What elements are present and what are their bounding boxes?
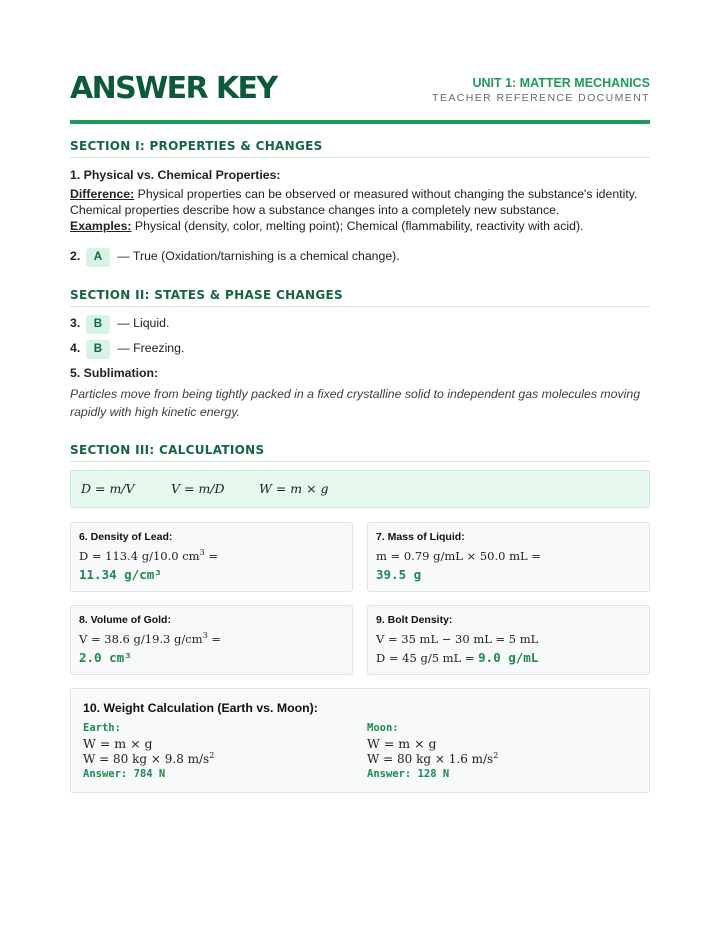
section-2-heading: SECTION II: STATES & PHASE CHANGES (70, 288, 650, 307)
q7-title: 7. Mass of Liquid: (376, 531, 465, 543)
unit-label: UNIT 1: MATTER MECHANICS (472, 76, 650, 90)
q8-exponent: 3 (202, 631, 208, 641)
moon-calc-text: W = 80 kg × 1.6 m/s (367, 752, 494, 766)
q8-card (70, 605, 353, 675)
section-1-heading: SECTION I: PROPERTIES & CHANGES (70, 139, 650, 158)
q6-equals: = (204, 549, 218, 563)
document-header (70, 72, 650, 120)
q5-title: 5. Sublimation: (70, 366, 159, 380)
q7-answer: 39.5 g (376, 567, 422, 582)
formula-bar (70, 470, 650, 508)
q1-title: 1. Physical vs. Chemical Properties: (70, 168, 281, 182)
q6-exponent: 3 (199, 548, 205, 558)
volume-formula: V = m/D (171, 481, 225, 496)
document-subtitle: TEACHER REFERENCE DOCUMENT (432, 92, 650, 104)
q9-expression-1: V = 35 mL − 30 mL = 5 mL (376, 632, 539, 646)
moon-exponent: 2 (493, 751, 499, 760)
moon-formula: W = m × g (367, 736, 437, 751)
q3-text: — Liquid. (117, 316, 170, 330)
q1-examples (70, 218, 650, 235)
q6-expression (79, 549, 218, 563)
q1-difference (70, 186, 650, 203)
moon-answer: Answer: 128 N (367, 768, 450, 780)
q3-answer (70, 315, 650, 334)
q4-number: 4. (70, 341, 81, 355)
q5-text: Particles move from being tightly packed in a fixed crystalline solid to independent gas molecules moving rapidly with high kinetic energy. (70, 387, 641, 419)
moon-calculation (367, 752, 498, 766)
q2-text: — True (Oxidation/tarnishing is a chemical change). (117, 249, 400, 263)
weight-formula: W = m × g (259, 481, 329, 496)
header-divider (70, 120, 650, 124)
q9-answer: 9.0 g/mL (478, 650, 539, 665)
q8-equals: = (207, 632, 221, 646)
q6-title: 6. Density of Lead: (79, 531, 173, 543)
examples-label: Examples: (70, 219, 132, 233)
difference-label: Difference: (70, 187, 135, 201)
earth-answer: Answer: 784 N (83, 768, 166, 780)
q4-answer (70, 340, 650, 359)
q1-difference-2: Chemical properties describe how a substance changes into a completely new substance. (70, 203, 560, 217)
q3-badge: B (86, 315, 110, 334)
q6-card (70, 522, 353, 592)
density-formula: D = m/V (81, 481, 135, 496)
q8-expression (79, 632, 221, 646)
q9-expression-2 (376, 650, 538, 665)
q10-title: 10. Weight Calculation (Earth vs. Moon): (83, 701, 318, 715)
q2-answer (70, 248, 650, 267)
q3-number: 3. (70, 316, 81, 330)
q10-card (70, 688, 650, 793)
difference-text: Physical properties can be observed or measured without changing the substance's identity. (134, 187, 638, 201)
q9-card (367, 605, 650, 675)
q7-expression: m = 0.79 g/mL × 50.0 mL = (376, 549, 541, 563)
q6-expr-text: D = 113.4 g/10.0 cm (79, 549, 200, 563)
q2-badge: A (86, 248, 110, 267)
q9-expr2-text: D = 45 g/5 mL = (376, 651, 475, 665)
q7-card (367, 522, 650, 592)
earth-calc-text: W = 80 kg × 9.8 m/s (83, 752, 210, 766)
q9-title: 9. Bolt Density: (376, 614, 453, 626)
q8-expr-text: V = 38.6 g/19.3 g/cm (79, 632, 203, 646)
earth-exponent: 2 (209, 751, 215, 760)
q2-number: 2. (70, 249, 81, 263)
earth-label: Earth: (83, 722, 121, 734)
section-3-heading: SECTION III: CALCULATIONS (70, 443, 650, 462)
examples-text: Physical (density, color, melting point); Chemical (flammability, reactivity with acid). (131, 219, 584, 233)
earth-formula: W = m × g (83, 736, 153, 751)
q8-title: 8. Volume of Gold: (79, 614, 171, 626)
page-title: ANSWER KEY (70, 71, 277, 106)
q8-answer: 2.0 cm³ (79, 650, 132, 665)
earth-calculation (83, 752, 214, 766)
q6-answer: 11.34 g/cm³ (79, 567, 162, 582)
q4-text: — Freezing. (117, 341, 185, 355)
q4-badge: B (86, 340, 110, 359)
moon-label: Moon: (367, 722, 399, 734)
